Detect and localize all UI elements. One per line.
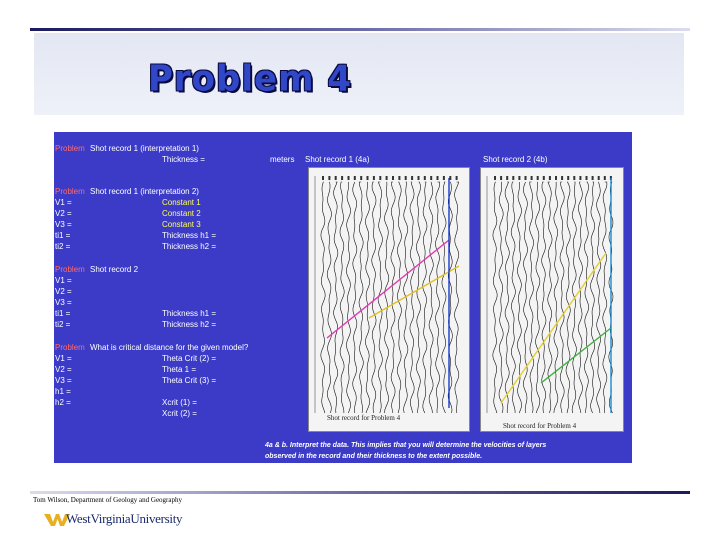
trace-tick (430, 176, 432, 180)
trace-tick (518, 176, 520, 180)
trace-tick (555, 176, 557, 180)
block4-row-left: V3 = (55, 376, 72, 385)
seismic-trace (346, 182, 350, 413)
seismic-trace (353, 182, 357, 413)
record2-caption: Shot record for Problem 4 (503, 422, 577, 430)
shot-record-2-image (480, 167, 624, 432)
seismic-trace (566, 182, 570, 413)
trace-tick (354, 176, 356, 180)
seismic-trace (384, 182, 388, 413)
block3-row-left: V3 = (55, 298, 72, 307)
block4-row-right: Xcrit (2) = (162, 409, 197, 418)
trace-tick (494, 176, 496, 180)
seismic-trace (455, 182, 459, 413)
seismic-trace (416, 182, 420, 413)
trace-tick (525, 176, 527, 180)
trace-tick (437, 176, 439, 180)
trace-tick (537, 176, 539, 180)
seismic-trace (530, 182, 534, 413)
trace-tick (549, 176, 551, 180)
seismic-trace (410, 182, 414, 413)
block1-thickness: Thickness = (162, 155, 205, 164)
seismic-trace (423, 182, 427, 413)
trace-tick (512, 176, 514, 180)
record2-title: Shot record 2 (4b) (483, 155, 548, 164)
block4-label: Problem (55, 343, 85, 352)
instruction-line-2: observed in the record and their thickness to the extent possible. (265, 453, 483, 460)
seismic-trace (442, 182, 446, 413)
seismic-trace (391, 182, 395, 413)
seismic-trace (493, 182, 497, 413)
block2-row-left: ti2 = (55, 242, 71, 251)
seismic-trace (499, 182, 503, 413)
block2-label: Problem (55, 187, 85, 196)
block1-heading: Shot record 1 (interpretation 1) (90, 144, 199, 153)
trace-tick (379, 176, 381, 180)
trace-tick (604, 176, 606, 180)
block2-heading: Shot record 1 (interpretation 2) (90, 187, 199, 196)
trace-tick (367, 176, 369, 180)
seismic-trace (523, 182, 527, 413)
block2-row-right: Constant 1 (162, 198, 201, 207)
trace-tick (543, 176, 545, 180)
block4-row-left: V1 = (55, 354, 72, 363)
block3-row-left: ti2 = (55, 320, 71, 329)
interpretation-line (327, 240, 449, 338)
block1-units: meters (270, 155, 295, 164)
trace-tick (456, 176, 458, 180)
trace-tick (398, 176, 400, 180)
seismic-trace (603, 182, 607, 413)
block2-row-left: ti1 = (55, 231, 71, 240)
block2-row-left: V3 = (55, 220, 72, 229)
bottom-rule (30, 491, 690, 494)
seismic-trace (321, 182, 325, 413)
seismic-trace (327, 182, 331, 413)
trace-tick (579, 176, 581, 180)
trace-tick (392, 176, 394, 180)
block3-row-right: Thickness h1 = (162, 309, 217, 318)
trace-tick (531, 176, 533, 180)
block3-row-left: ti1 = (55, 309, 71, 318)
slide-title: Problem 4 (148, 58, 353, 100)
trace-tick (506, 176, 508, 180)
top-rule (30, 28, 690, 31)
block2-row-right: Thickness h2 = (162, 242, 217, 251)
trace-tick (405, 176, 407, 180)
seismic-trace (429, 182, 433, 413)
interpretation-line (501, 253, 606, 403)
instruction-line-1: 4a & b. Interpret the data. This implies that you will determine the velocities of layers (265, 442, 547, 449)
block2-row-right: Constant 2 (162, 209, 201, 218)
block3-row-left: V1 = (55, 276, 72, 285)
block2-row-left: V2 = (55, 209, 72, 218)
trace-tick (561, 176, 563, 180)
block4-row-right: Xcrit (1) = (162, 398, 197, 407)
block3-label: Problem (55, 265, 85, 274)
trace-tick (411, 176, 413, 180)
trace-tick (322, 176, 324, 180)
trace-tick (386, 176, 388, 180)
seismic-trace (511, 182, 515, 413)
block2-row-right: Thickness h1 = (162, 231, 217, 240)
block2-row-left: V1 = (55, 198, 72, 207)
seismic-trace (548, 182, 552, 413)
block4-row-right: Theta 1 = (162, 365, 197, 374)
block4-row-right: Theta Crit (2) = (162, 354, 217, 363)
seismic-trace (505, 182, 509, 413)
seismic-trace (560, 182, 564, 413)
seismic-trace (554, 182, 558, 413)
seismic-trace (359, 182, 363, 413)
trace-tick (573, 176, 575, 180)
trace-tick (567, 176, 569, 180)
seismic-trace (597, 182, 601, 413)
seismic-trace (397, 182, 401, 413)
trace-tick (348, 176, 350, 180)
header-panel (34, 33, 684, 115)
block4-row-left: V2 = (55, 365, 72, 374)
trace-tick (586, 176, 588, 180)
trace-tick (335, 176, 337, 180)
block4-heading: What is critical distance for the given model? (90, 343, 249, 352)
shot-record-1-image (308, 167, 470, 432)
block1-label: Problem (55, 144, 85, 153)
trace-tick (443, 176, 445, 180)
seismogram-1-graphic (309, 168, 469, 431)
record1-caption: Shot record for Problem 4 (327, 414, 401, 422)
block4-row-right: Theta Crit (3) = (162, 376, 217, 385)
block4-row-left: h1 = (55, 387, 71, 396)
seismic-trace (578, 182, 582, 413)
seismic-trace (436, 182, 440, 413)
block3-row-left: V2 = (55, 287, 72, 296)
block4-row-left: h2 = (55, 398, 71, 407)
seismic-trace (378, 182, 382, 413)
block3-row-right: Thickness h2 = (162, 320, 217, 329)
seismic-trace (536, 182, 540, 413)
seismic-trace (591, 182, 595, 413)
seismic-trace (542, 182, 546, 413)
trace-tick (328, 176, 330, 180)
trace-tick (598, 176, 600, 180)
interpretation-line (369, 266, 459, 318)
trace-tick (360, 176, 362, 180)
block3-heading: Shot record 2 (90, 265, 139, 274)
record1-title: Shot record 1 (4a) (305, 155, 370, 164)
block2-row-right: Constant 3 (162, 220, 201, 229)
trace-tick (500, 176, 502, 180)
university-name: WestVirginiaUniversity (66, 511, 183, 526)
seismic-trace (340, 182, 344, 413)
seismic-trace (372, 182, 376, 413)
seismic-trace (365, 182, 369, 413)
trace-tick (418, 176, 420, 180)
trace-tick (373, 176, 375, 180)
footer-credit: Tom Wilson, Department of Geology and Geography (33, 496, 182, 504)
seismic-trace (334, 182, 338, 413)
seismic-trace (584, 182, 588, 413)
trace-tick (592, 176, 594, 180)
trace-tick (341, 176, 343, 180)
seismogram-2-graphic (481, 168, 623, 431)
trace-tick (424, 176, 426, 180)
